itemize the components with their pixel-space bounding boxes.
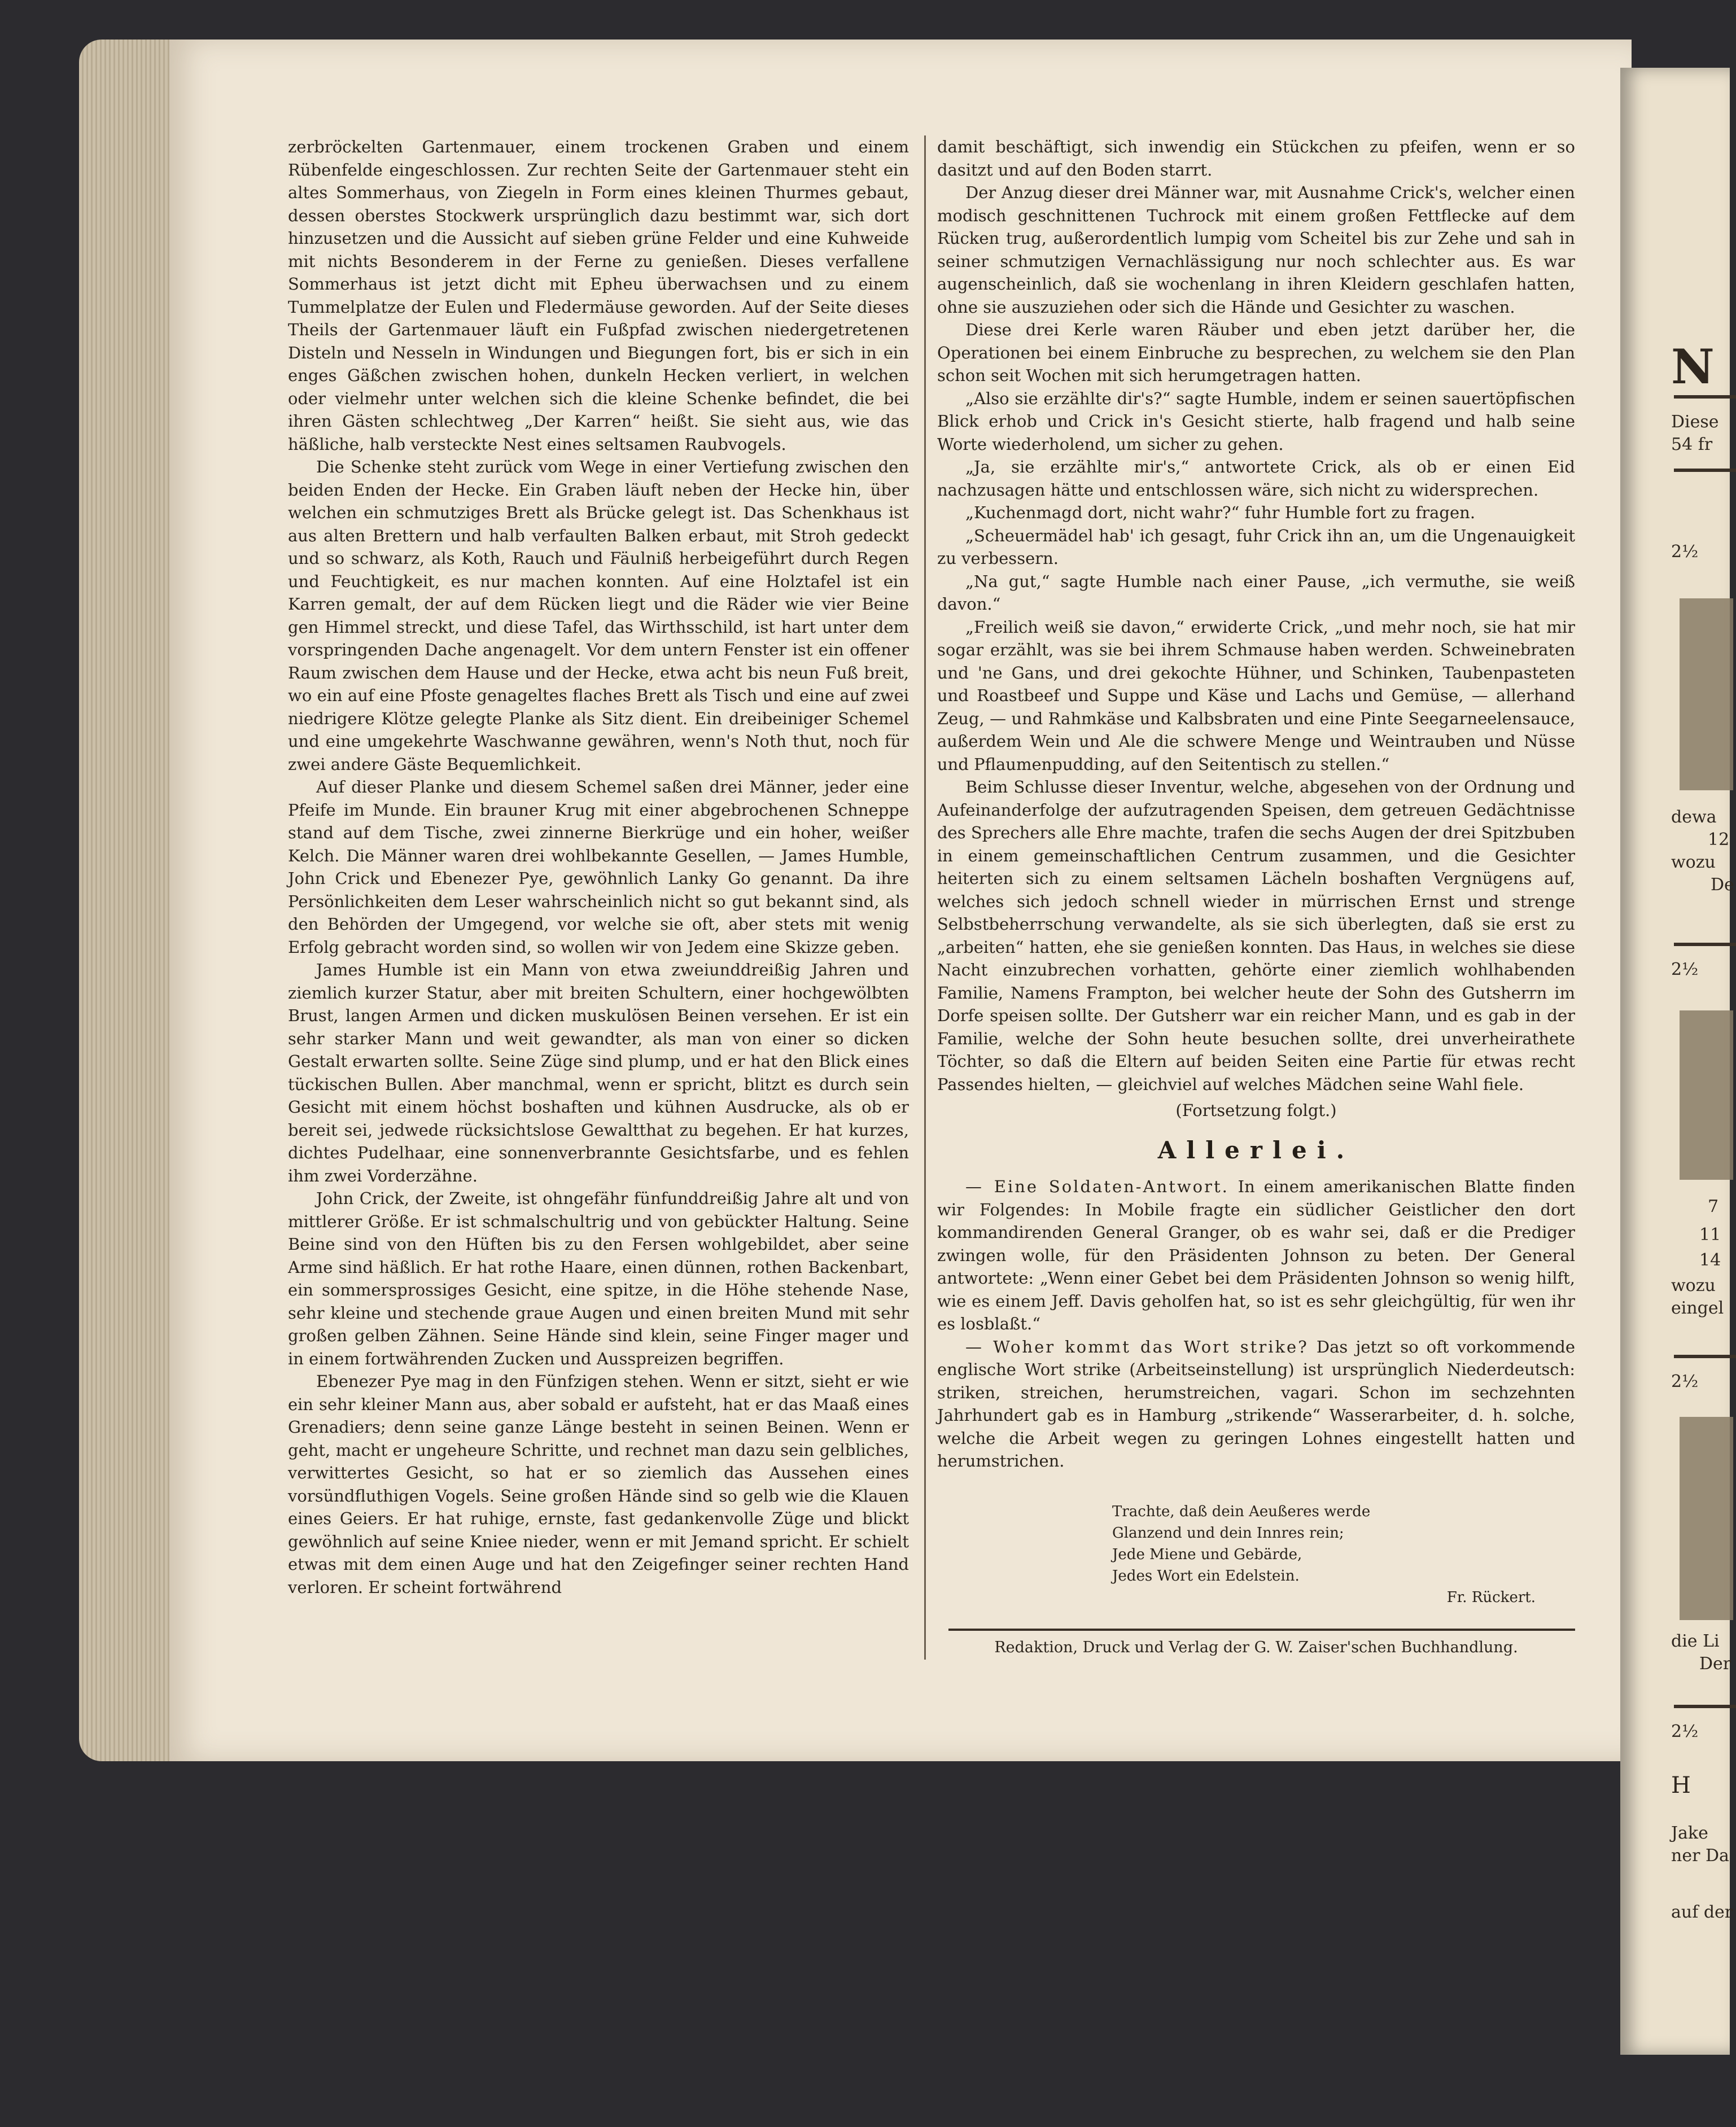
paragraph: zerbröckelten Gartenmauer, einem trockenen Graben und einem Rübenfelde eingeschlossen. Zur rechten Seite der Gartenmauer steht ein altes Sommerhaus, von Ziegeln in Form eines kleinen Thurmes gebaut, dessen oberstes Stockwerk ursprünglich dazu bestimmt war, sich dort hinzusetzen und die Aussicht auf sieben grüne Felder und eine Kuhweide mit nichts Besonderem in der Ferne zu genießen. Dieses verfallene Sommerhaus ist jetzt dicht mit Epheu überwachsen und zu einem Tummelplatze der Eulen und Fledermäuse geworden. Auf der Seite dieses Theils der Gartenmauer läuft ein Fußpfad zwischen niedergetretenen Disteln und Nesseln in Windungen und Biegungen fort, bis er sich in ein enges Gäßchen zwischen hohen, dunkeln Hecken verliert, in welchen oder vielmehr unter welchen sich die kleine Schenke befindet, die bei ihren Gästen schlechtweg „Der Karren“ heißt. Sie sieht aus, wie das häßliche, halb versteckte Nest eines seltsamen Raubvogels. [288, 137, 909, 454]
section-title: Allerlei. [1157, 1136, 1355, 1164]
fragment-text: 2½ [1671, 542, 1699, 562]
news-item [937, 1175, 1575, 1336]
paragraph: Der Anzug dieser drei Männer war, mit Ausnahme Crick's, welcher einen modisch geschnittenen Tuchrock mit einem großen Fettflecke auf dem Rücken trug, außerordentlich lumpig vom Scheitel bis zur Zehe und sah in seiner schmutzigen Vernachlässigung nur noch schlechter aus. Es war augenscheinlich, daß sie wochenlang in ihren Kleidern geschlafen hatten, ohne sie auszuziehen oder sich die Hände und Gesichter zu waschen. [937, 183, 1575, 317]
fragment-rule [1674, 943, 1736, 946]
fragment-text: 12 [1708, 830, 1730, 850]
fragment-text: auf der [1671, 1902, 1733, 1922]
news-item-title: — Woher kommt das Wort strike? [965, 1337, 1309, 1356]
paragraph: „Also sie erzählte dir's?“ sagte Humble, indem er seinen sauertöpfischen Blick erhob und Crick in's Gesicht stierte, halb fragend und halb seine Worte wiederholend, um sicher zu gehen. [937, 388, 1575, 454]
fragment-text: 11 [1699, 1225, 1721, 1245]
poem-line: Glanzend und dein Innres rein; [1112, 1524, 1344, 1542]
paragraph: „Scheuermädel hab' ich gesagt, fuhr Crick ihn an, um die Ungenauigkeit zu verbessern. [937, 526, 1575, 568]
paragraph: damit beschäftigt, sich inwendig ein Stückchen zu pfeifen, wenn er so dasitzt und auf den Boden starrt. [937, 137, 1575, 180]
fragment-text: ner Da [1671, 1846, 1729, 1866]
fragment-text: wozu [1671, 852, 1716, 872]
fragment-rule [1674, 469, 1736, 472]
poem-author: Fr. Rückert. [1446, 1588, 1536, 1606]
fragment-illustration [1680, 598, 1733, 790]
poem-line: Jede Miene und Gebärde, [1112, 1546, 1302, 1563]
fragment-text: 2½ [1671, 960, 1699, 979]
fragment-text: 14 [1699, 1250, 1721, 1270]
paragraph: „Ja, sie erzählte mir's,“ antwortete Crick, als ob er einen Eid nachzusagen hätte und entschlossen wäre, sich nicht zu widersprechen. [937, 457, 1575, 500]
fragment-text: Jake [1671, 1823, 1708, 1843]
poem-line: Jedes Wort ein Edelstein. [1112, 1567, 1300, 1585]
fragment-text: 54 fr [1671, 435, 1713, 454]
fragment-rule [1674, 395, 1736, 399]
fragment-text: die Li [1671, 1631, 1720, 1651]
column-divider [924, 135, 926, 1660]
fragment-rule [1674, 1355, 1736, 1358]
paragraph: „Freilich weiß sie davon,“ erwiderte Crick, „und mehr noch, sie hat mir sogar erzählt, was sie bei ihrem Schmause haben werden. Schweinebraten und 'ne Gans, und drei gekochte Hühner, und Schinken, Taubenpasteten und Roastbeef und Suppe und Käse und Lachs und Gemüse, — allerhand Zeug, — und Rahmkäse und Kalbsbraten und eine Pinte Seegarneelensauce, außerdem Wein und Ale die schwere Menge und Weintrauben und Nüsse und Pflaumenpudding, auf den Seitentisch zu stellen.“ [937, 617, 1575, 774]
paragraph: „Na gut,“ sagte Humble nach einer Pause, „ich vermuthe, sie weiß davon.“ [937, 571, 1575, 614]
news-item-title: — Eine Soldaten-Antwort. [965, 1177, 1229, 1196]
paragraph: Beim Schlusse dieser Inventur, welche, abgesehen von der Ordnung und Aufeinanderfolge der aufzutragenden Speisen, dem getreuen Gedächtnisse des Sprechers alle Ehre machte, trafen die sechs Augen der drei Spitzbuben in einem gemeinschaftlichen Centrum zusammen, und die Gesichter heiterten sich zu einem seltsamen Lächeln boshaften Vergnügens auf, welches sich jedoch schnell wieder in mürrischen Ernst und strenge Selbstbeherrschung verwandelte, als sie sich überlegten, daß sie erst zu „arbeiten“ hatten, ehe sie genießen konnten. Das Haus, in welches sie diese Nacht einzubrechen vorhatten, gehörte einer ziemlich wohlhabenden Familie, Namens Frampton, bei welcher heute der Sohn des Gutsherrn im Dorfe speisen sollte. Der Gutsherr war ein reicher Mann, und es gab in der Familie, welche der Sohn heute besuchen sollte, drei unverheirathete Töchter, so daß die Eltern auf beiden Seiten eine Partie für etwas recht Passendes hielten, — gleichviel auf welches Mädchen seine Wahl fiele. [937, 777, 1575, 1094]
footer-rule [948, 1629, 1575, 1631]
fragment-text: dewa [1671, 807, 1717, 827]
left-column [288, 135, 909, 1599]
fragment-text: N [1671, 339, 1715, 395]
news-item [937, 1336, 1575, 1473]
paragraph: „Kuchenmagd dort, nicht wahr?“ fuhr Humble fort zu fragen. [965, 503, 1476, 522]
continuation-note: (Fortsetzung folgt.) [1175, 1101, 1337, 1120]
fragment-text: Diese [1671, 412, 1719, 432]
poem [1112, 1501, 1575, 1608]
fragment-text: H [1671, 1772, 1691, 1798]
fragment-text: wozu [1671, 1276, 1716, 1296]
news-item-text: Das jetzt so oft vorkommende englische Wort strike (Arbeitseinstellung) ist ursprünglich Niederdeutsch: striken, streichen, herumstreichen, vagari. Schon im sechzehnten Jahrhundert gab es in Hamburg „strikende“ Wasserarbeiter, d. h. solche, welche die Arbeit wegen zu geringen Lohnes eingestellt hatten und herumstrichen. [937, 1337, 1575, 1470]
news-item-text: In einem amerikanischen Blatte finden wir Folgendes: In Mobile fragte ein südlicher Geistlicher den dort kommandirenden General Granger, ob es wahr sei, daß er die Prediger zwingen wolle, für den Präsidenten Johnson zu beten. Der General antwortete: „Wenn einer Gebet bei dem Präsidenten Johnson so wenig hilft, wie es einem Jeff. Davis geholfen hat, so ist es sehr gleichgültig, für wen ihr es losblaßt.“ [937, 1177, 1576, 1333]
paragraph: James Humble ist ein Mann von etwa zweiunddreißig Jahren und ziemlich kurzer Statur, aber mit breiten Schultern, einer hochgewölbten Brust, langen Armen und dicken muskulösen Beinen versehen. Er ist ein sehr starker Mann und weit gewandter, als man von einer so dicken Gestalt erwarten sollte. Seine Züge sind plump, und er hat den Blick eines tückischen Bullen. Aber manchmal, wenn er spricht, blitzt es durch sein Gesicht mit einem höchst boshaften und kühnen Ausdrucke, als ob er bereit sei, jedwede rücksichtslose Gewaltthat zu begehen. Er hat kurzes, dichtes Pudelhaar, eine sonnenverbrannte Gesichtsfarbe, und es fehlen ihm zwei Vorderzähne. [288, 960, 909, 1185]
paragraph: John Crick, der Zweite, ist ohngefähr fünfunddreißig Jahre alt und von mittlerer Größe. Er ist schmalschultrig und von gebückter Haltung. Seine Beine sind von den Hüften bis zu den Fersen wohlgebildet, aber seine Arme sind häßlich. Er hat rothe Haare, einen dünnen, rothen Backenbart, ein sommersprossiges Gesicht, eine spitze, in die Höhe stehende Nase, sehr kleine und stechende graue Augen und einen breiten Mund mit sehr großen gelben Zähnen. Seine Hände sind klein, seine Finger mager und in einem fortwährenden Zucken und Ausspreizen begriffen. [288, 1189, 909, 1368]
fragment-text: 2½ [1671, 1722, 1699, 1741]
right-column [937, 135, 1575, 1659]
fragment-text: 2½ [1671, 1372, 1699, 1391]
publisher-footer: Redaktion, Druck und Verlag der G. W. Zaiser'schen Buchhandlung. [994, 1638, 1518, 1656]
fragment-illustration [1680, 1010, 1733, 1180]
fragment-text: Der [1699, 1654, 1731, 1674]
poem-line: Trachte, daß dein Aeußeres werde [1112, 1503, 1371, 1520]
fragment-text: 7 [1708, 1197, 1719, 1216]
fragment-illustration [1680, 1417, 1733, 1620]
paragraph: Die Schenke steht zurück vom Wege in einer Vertiefung zwischen den beiden Enden der Hecke. Ein Graben läuft neben der Hecke hin, über welchen ein schmutziges Brett als Brücke gelegt ist. Das Schenkhaus ist aus alten Brettern und halb verfaulten Balken erbaut, mit Stroh gedeckt und so schwarz, als Koth, Rauch und Fäulniß herbeigeführt durch Regen und Feuchtigkeit, es nur machen konnten. Auf eine Holztafel ist ein Karren gemalt, der auf dem Rücken liegt und die Räder wie vier Beine gen Himmel streckt, und diese Tafel, das Wirthsschild, ist hart unter dem vorspringenden Dache angenagelt. Vor dem untern Fenster ist ein offener Raum zwischen dem Hause und der Hecke, etwa acht bis neun Fuß breit, wo ein auf eine Pfoste genageltes flaches Brett als Tisch und eine auf zwei niedrigere Klötze gelegte Planke als Sitz dient. Ein dreibeiniger Schemel und eine umgekehrte Waschwanne gewähren, wenn's Noth thut, noch für zwei andere Gäste Bequemlichkeit. [288, 457, 909, 774]
fragment-text: eingel [1671, 1298, 1724, 1318]
paragraph: Ebenezer Pye mag in den Fünfzigen stehen. Wenn er sitzt, sieht er wie ein sehr kleiner Mann aus, aber sobald er aufsteht, hat er das Maaß eines Grenadiers; denn seine ganze Länge besteht in seinen Beinen. Wenn er geht, macht er ungeheure Schritte, und rechnet man dazu sein gelbliches, verwittertes Gesicht, so hat er so ziemlich das Aussehen eines vorsündfluthigen Vogels. Seine großen Hände sind so gelb wie die Klauen eines Geiers. Er hat ruhige, ernste, fast gedankenvolle Züge und blickt gewöhnlich auf seine Kniee nieder, wenn er mit Jemand spricht. Er schielt etwas mit dem einen Auge und hat den Zeigefinger seiner rechten Hand verloren. Er scheint fortwährend [288, 1372, 909, 1597]
paragraph: Diese drei Kerle waren Räuber und eben jetzt darüber her, die Operationen bei einem Einbruche zu besprechen, zu welchem sie den Plan schon seit Wochen mit sich herumgetragen hatten. [937, 320, 1575, 385]
paragraph: Auf dieser Planke und diesem Schemel saßen drei Männer, jeder eine Pfeife im Munde. Ein brauner Krug mit einer abgebrochenen Schneppe stand auf dem Tische, zwei zinnerne Bierkrüge und ein hoher, weißer Kelch. Die Männer waren drei wohlbekannte Gesellen, — James Humble, John Crick und Ebenezer Pye, gewöhnlich Lanky Go genannt. Da ihre Persönlichkeiten dem Leser wahrscheinlich nicht so gut bekannt sind, als den Behörden der Umgegend, vor welche sie oft, aber stets mit wenig Erfolg gebracht worden sind, so wollen wir von Jedem eine Skizze geben. [288, 777, 909, 957]
fragment-text: De [1711, 875, 1734, 895]
fragment-rule [1674, 1705, 1736, 1708]
